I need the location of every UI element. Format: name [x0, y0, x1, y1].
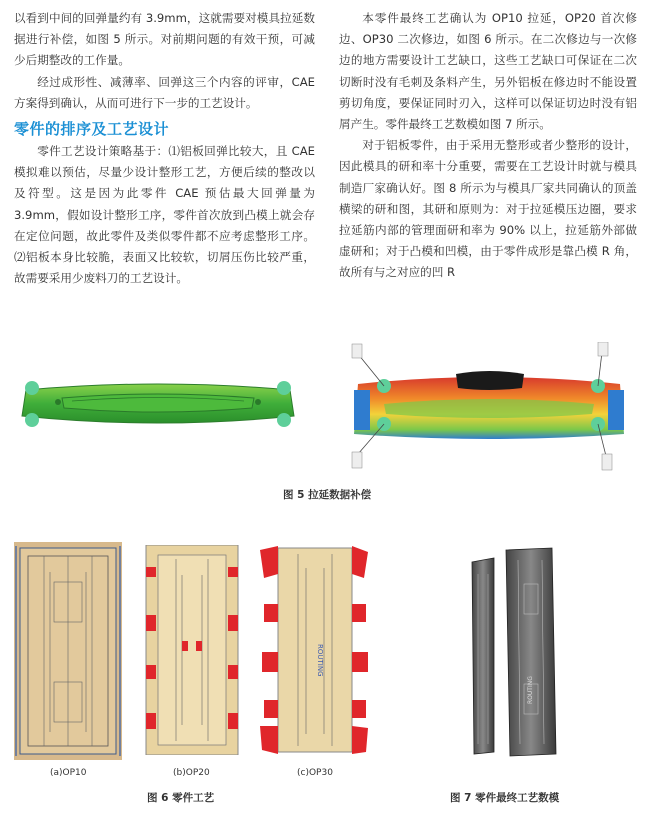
- figure6c-label: (c)OP30: [297, 768, 333, 778]
- figure6a-label: (a)OP10: [50, 768, 87, 778]
- figure7-caption: 图 7 零件最终工艺数模: [450, 792, 560, 804]
- figure6c-op30-image: [260, 544, 368, 756]
- left-column: [14, 8, 315, 289]
- right-column: [339, 8, 637, 284]
- figure6a-op10-image: [14, 542, 122, 760]
- figure6b-op20-image: [142, 545, 242, 755]
- figure5-cae-heatmap-part: [344, 342, 634, 478]
- figure7-gray-models: [466, 544, 558, 758]
- figure7-part-label: ROUTING: [527, 676, 534, 704]
- op30-part-label: ROUTING: [316, 644, 324, 677]
- section-heading: 零件的排序及工艺设计: [14, 120, 170, 139]
- figure6b-label: (b)OP20: [173, 768, 210, 778]
- figure5-cae-green-part: [12, 372, 304, 442]
- left-paragraph-2: 经过成形性、减薄率、回弹这三个内容的评审，CAE 方案得到确认，从而可进行下一步的工艺设计。: [14, 74, 315, 110]
- figure5-caption: 图 5 拉延数据补偿: [283, 489, 372, 501]
- right-paragraph-2: 对于铝板零件，由于采用无整形或者少整形的设计，因此模具的研和率十分重要，需要在工艺设计时就与模具制造厂家确认好。图 8 所示为与模具厂家共同确认的顶盖横梁的研和图，其研和原则为：对于拉延模压边圈，要求拉延筋内部的管理面研和率为 90% 以上，拉延筋外部做虚研和；对于凸模和凹模，由于零件成形是靠凸模 R 角，故所有与之对应的凹 R: [339, 138, 637, 280]
- figure6-caption: 图 6 零件工艺: [147, 792, 215, 804]
- right-paragraph-1: 本零件最终工艺确认为 OP10 拉延，OP20 首次修边、OP30 二次修边，如图 6 所示。在二次修边与一次修边的地方需要设计工艺缺口，这些工艺缺口可保证在二次切断时没有毛刺及条料产生，另外铝板在修边时不能设置剪切角度，要保证同时刃入，这样可以保证切边时没有铝屑产生。零件最终工艺数模如图 7 所示。: [339, 11, 637, 132]
- left-paragraph-3: 零件工艺设计策略基于：⑴铝板回弹比较大，且 CAE 模拟难以预估，尽量少设计整形工艺，方便后续的整改以及符型。这是因为此零件 CAE 预估最大回弹量为 3.9mm，假如设计整形工序，零件首次放到凸模上就会存在定位问题，故此零件及类似零件都不应考虑整形工序。⑵铝板本身比较脆，表面又比较软，切屑压伤比较严重，故需要采用少废料刀的工艺设计。: [14, 144, 315, 286]
- left-paragraph-1: 以看到中间的回弹量约有 3.9mm，这就需要对模具拉延数据进行补偿，如图 5 所示。对前期问题的有效干预，可减少后期整改的工作量。: [14, 11, 315, 68]
